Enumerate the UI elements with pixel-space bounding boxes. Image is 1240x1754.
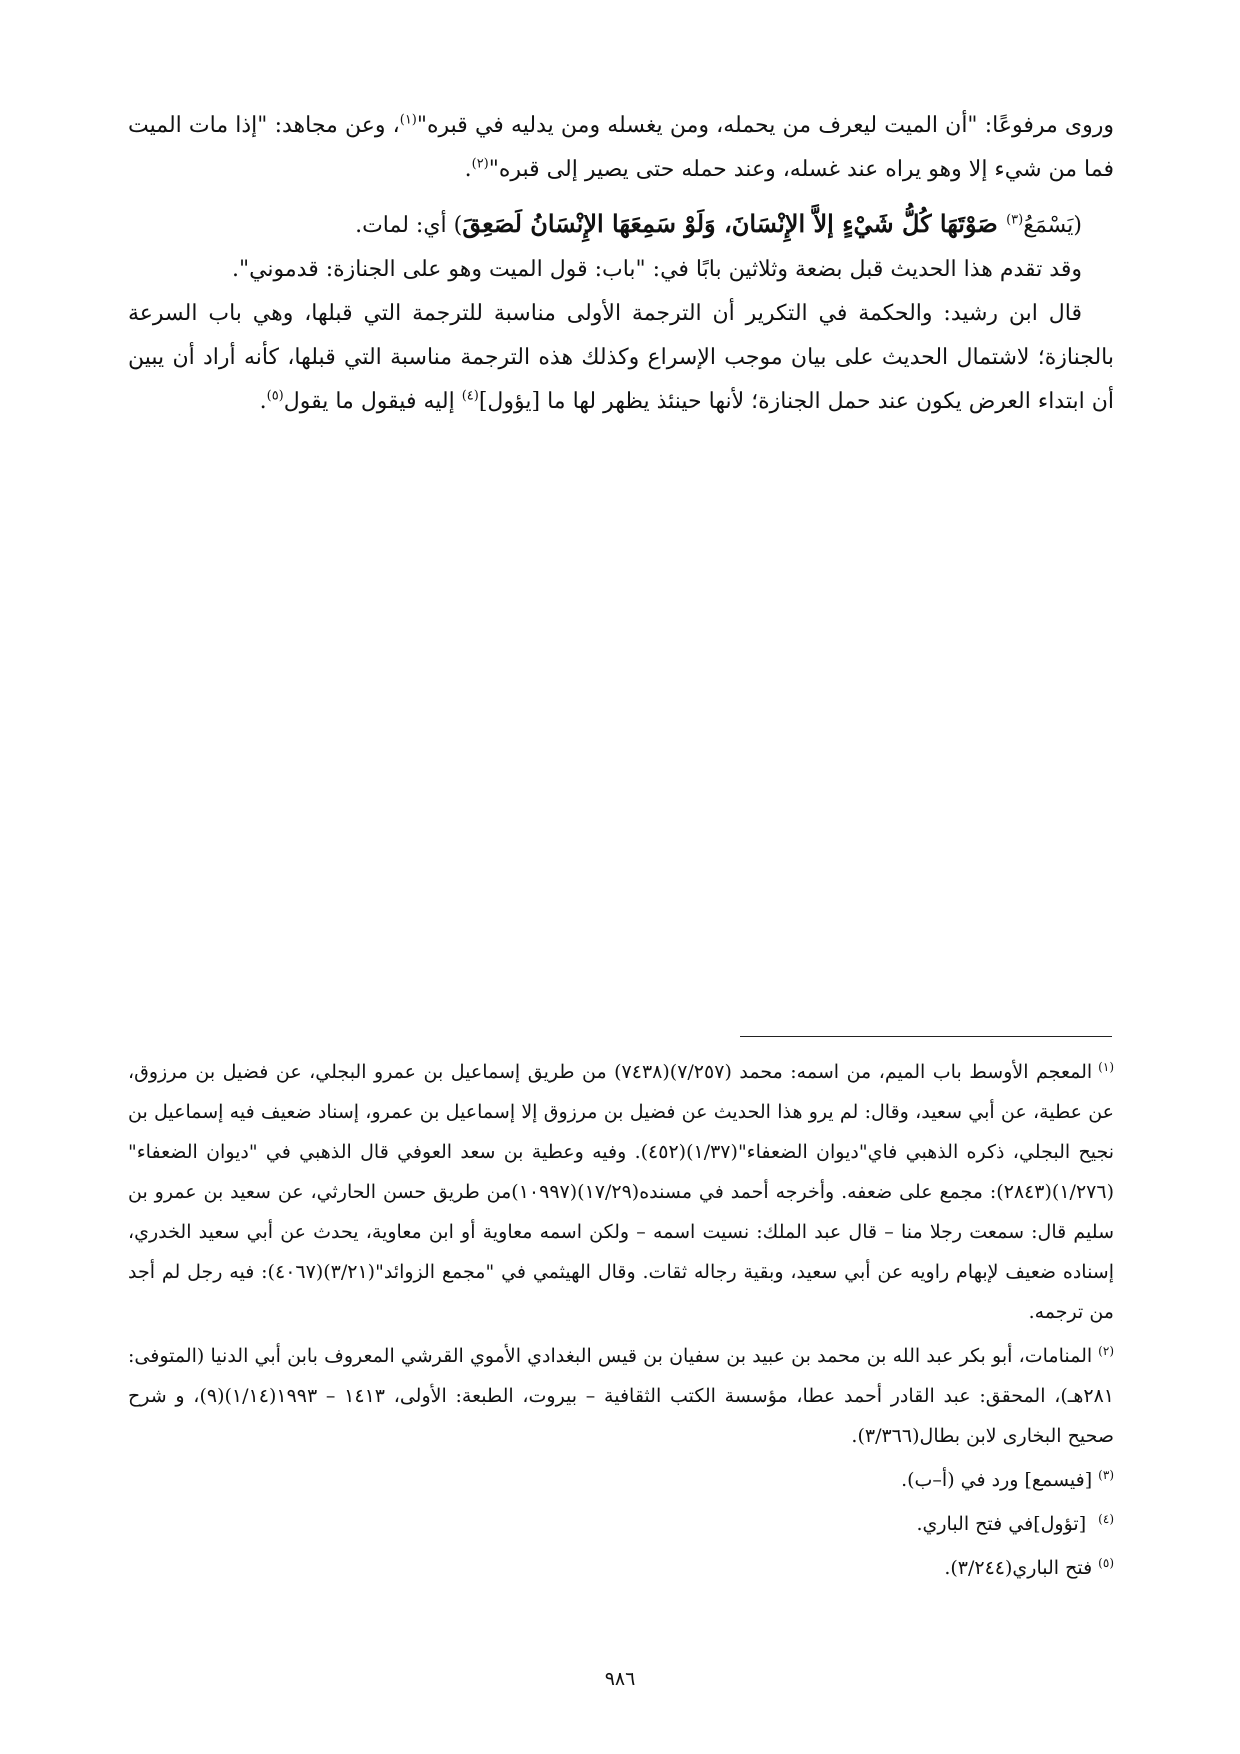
verse-close: ) أي: لمات. (355, 213, 463, 238)
paragraph-1-text-b: ، وعن مجاهد: "إذا مات الميت فما من شيء إلا وهو يراه عند غسله، وعند حمله حتى يصير إلى قبره" (128, 113, 1114, 182)
paragraph-1-text-c: . (464, 157, 472, 182)
footnote-text: [فيسمع] ورد في (أ–ب). (901, 1469, 1093, 1491)
footnote-ref-4: (٤) (461, 388, 479, 404)
footnote-number: (٥) (1098, 1555, 1114, 1570)
footnote-number: (٣) (1098, 1467, 1114, 1482)
paragraph-4-text-b: إليه فيقول ما يقول (283, 389, 462, 414)
paragraph-4-text-a: قال ابن رشيد: والحكمة في التكرير أن الترجمة الأولى مناسبة للترجمة التي قبلها، وهي باب السرعة بالجنازة؛ لاشتمال الحديث على بيان موجب الإسراع وكذلك هذه الترجمة مناسبة التي قبلها، كأنه أراد أن يبين أن ابتداء العرض يكون عند حمل الجنازة؛ لأنها حينئذ يظهر لها ما [يؤول] (128, 301, 1114, 414)
footnote-ref-1: (١) (399, 112, 417, 128)
paragraph-4-text-c: . (259, 389, 267, 414)
footnote-text: فتح الباري(٣/٢٤٤). (944, 1557, 1093, 1579)
paragraph-4 (128, 292, 1114, 424)
footnote-separator (740, 1036, 1112, 1037)
footnote-4 (128, 1504, 1114, 1544)
footnote-number: (١) (1098, 1059, 1114, 1074)
paragraph-1-text-a: وروى مرفوعًا: "أن الميت ليعرف من يحمله، ومن يغسله ومن يدليه في قبره" (416, 113, 1114, 138)
footnote-3 (128, 1460, 1114, 1500)
page-number: ٩٨٦ (604, 1668, 636, 1690)
footnote-text: المنامات، أبو بكر عبد الله بن محمد بن عبيد بن سفيان بن قيس البغدادي الأموي القرشي المعروف بابن أبي الدنيا (المتوفى: ٢٨١هـ)، المحقق: عبد القادر أحمد عطا، مؤسسة الكتب الثقافية – بيروت، الطبعة: الأولى، ١٤١٣ – ١٩٩٣(١/١٤)(٩)، و شرح صحيح البخارى لابن بطال(٣/٣٦٦). (128, 1345, 1114, 1447)
footnote-text: المعجم الأوسط باب الميم، من اسمه: محمد (٧/٢٥٧)(٧٤٣٨) من طريق إسماعيل بن عمرو البجلي، عن فضيل بن مرزوق، عن عطية، عن أبي سعيد، وقال: لم يرو هذا الحديث عن فضيل بن مرزوق إلا إسماعيل بن عمرو، إسناد ضعيف فيه إسماعيل بن نجيح البجلي، ذكره الذهبي فاي"ديوان الضعفاء"(١/٣٧)(٤٥٢). وفيه وعطية بن سعد العوفي قال الذهبي في "ديوان الضعفاء"(١/٢٧٦)(٢٨٤٣): مجمع على ضعفه. وأخرجه أحمد في مسنده(١٧/٢٩)(١٠٩٩٧)من طريق حسن الحارثي، عن سعيد بن عمرو بن سليم قال: سمعت رجلا منا – قال عبد الملك: نسيت اسمه – ولكن اسمه معاوية أو ابن معاوية، يحدث عن أبي سعيد الخدري، إسناده ضعيف لإبهام راويه عن أبي سعيد، وبقية رجاله ثقات. وقال الهيثمي في "مجمع الزوائد"(٣/٢١)(٤٠٦٧): فيه رجل لم أجد من ترجمه. (128, 1061, 1115, 1323)
footnote-number: (٤) (1098, 1511, 1114, 1526)
footnote-2 (128, 1336, 1114, 1456)
footnote-number: (٢) (1098, 1343, 1114, 1358)
verse-open: (يَسْمَعُ (1023, 213, 1082, 238)
footnotes (128, 1052, 1114, 1592)
paragraph-1 (128, 104, 1114, 192)
footnote-1 (128, 1052, 1114, 1332)
footnote-text: [تؤول]في فتح الباري. (916, 1513, 1093, 1535)
main-text (128, 104, 1114, 424)
quran-verse-line (128, 202, 1114, 248)
footnote-ref-5: (٥) (266, 388, 284, 404)
footnote-5 (128, 1548, 1114, 1588)
footnote-ref-3: (٣) (1006, 212, 1024, 228)
footnote-ref-2: (٢) (471, 156, 489, 172)
paragraph-3: وقد تقدم هذا الحديث قبل بضعة وثلاثين بابًا في: "باب: قول الميت وهو على الجنازة: قدموني". (231, 257, 1082, 282)
quran-verse: صَوْتَهَا كُلُّ شَيْءٍ إلاَّ الإِنْسَانَ، وَلَوْ سَمِعَهَا الإِنْسَانُ لَصَعِقَ (462, 209, 1007, 238)
